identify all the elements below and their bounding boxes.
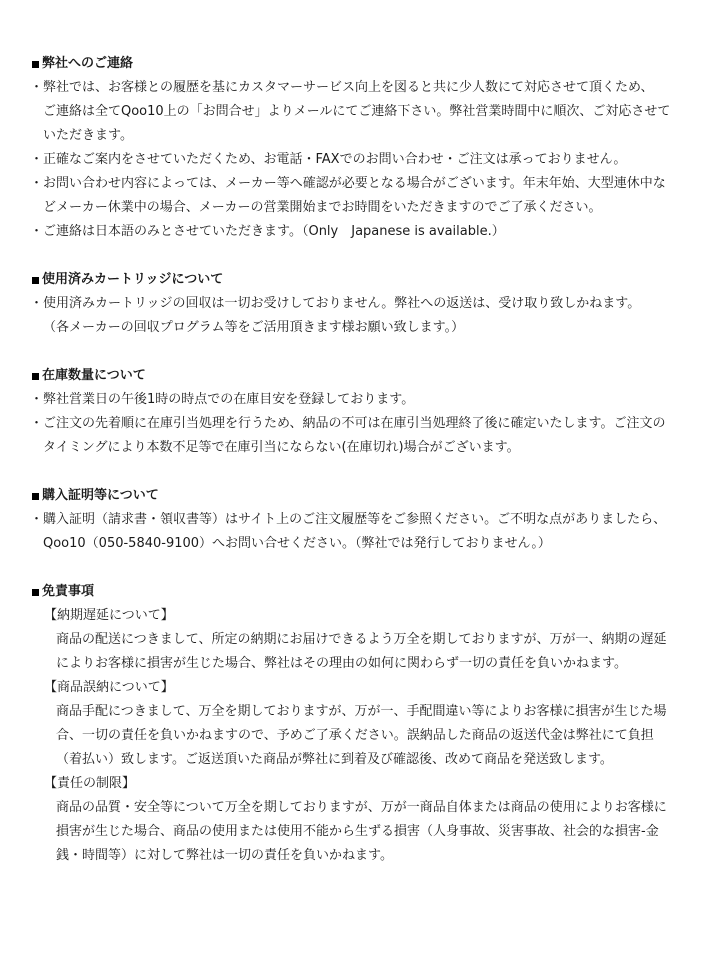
section-title bbox=[30, 484, 690, 508]
black-square-icon bbox=[32, 493, 39, 500]
text-line: 合、一切の責任を負いかねますので、予めご了承ください。誤納品した商品の返送代金は弊社にて負担 bbox=[56, 728, 654, 743]
text-line: によりお客様に損害が生じた場合、弊社はその理由の如何に関わらず一切の責任を負いかねます。 bbox=[56, 656, 627, 671]
section-title bbox=[30, 364, 690, 388]
subsection-heading: 【納期遅延について】 bbox=[44, 608, 174, 623]
list-item bbox=[30, 508, 690, 556]
text-line: 商品手配につきまして、万全を期しておりますが、万が一、手配間違い等によりお客様に損害が生じた場 bbox=[56, 704, 667, 719]
text-line: 使用済みカートリッジの回収は一切お受けしておりません。弊社への返送は、受け取り致しかねます。 bbox=[43, 296, 641, 311]
text-line: 商品の配送につきまして、所定の納期にお届けできるよう万全を期しておりますが、万が一、納期の遅延 bbox=[56, 632, 667, 647]
text-line: どメーカー休業中の場合、メーカーの営業開始までお時間をいただきますのでご了承ください。 bbox=[43, 200, 602, 215]
list-item bbox=[30, 412, 690, 460]
list-item bbox=[30, 220, 690, 244]
text-line: （各メーカーの回収プログラム等をご活用頂きます様お願い致します。） bbox=[43, 320, 465, 335]
section-title-text: 在庫数量について bbox=[42, 368, 146, 383]
text-line: （着払い）致します。ご返送頂いた商品が弊社に到着及び確認後、改めて商品を発送致します。 bbox=[56, 752, 613, 767]
text-line: お問い合わせ内容によっては、メーカー等へ確認が必要となる場合がございます。年末年始、大型連休中な bbox=[43, 176, 666, 191]
text-line: 購入証明（請求書・領収書等）はサイト上のご注文履歴等をご参照ください。ご不明な点がありましたら、 bbox=[43, 512, 667, 527]
section-title-text: 使用済みカートリッジについて bbox=[42, 272, 224, 287]
bullet: ・ bbox=[30, 224, 44, 239]
text-line: ご連絡は全てQoo10上の「お問合せ」よりメールにてご連絡下さい。弊社営業時間中に順次、ご対応させて bbox=[43, 104, 671, 119]
black-square-icon bbox=[32, 589, 39, 596]
text-line: 弊社では、お客様との履歴を基にカスタマーサービス向上を図ると共に少人数にて対応させて頂くため、 bbox=[43, 80, 654, 95]
list-item bbox=[30, 76, 690, 148]
black-square-icon bbox=[32, 277, 39, 284]
subsection-heading: 【責任の制限】 bbox=[44, 776, 136, 791]
text-line: 銭・時間等）に対して弊社は一切の責任を負いかねます。 bbox=[56, 848, 393, 863]
subsection-body bbox=[30, 700, 690, 772]
bullet: ・ bbox=[30, 392, 44, 407]
list-item bbox=[30, 388, 690, 412]
list-item bbox=[30, 292, 690, 340]
text-line: Qoo10（050-5840-9100）へお問い合せください。（弊社では発行しておりません。） bbox=[43, 536, 551, 551]
section-stock bbox=[30, 364, 690, 460]
text-line: いただきます。 bbox=[43, 128, 133, 143]
bullet: ・ bbox=[30, 152, 44, 167]
text-line: ご注文の先着順に在庫引当処理を行うため、納品の不可は在庫引当処理終了後に確定いたします。ご注文の bbox=[43, 416, 666, 431]
text-line: 損害が生じた場合、商品の使用または使用不能から生ずる損害（人身事故、災害事故、社会的な損害-金 bbox=[56, 824, 659, 839]
section-title-text: 免責事項 bbox=[42, 584, 95, 599]
section-disclaimer bbox=[30, 580, 690, 868]
list-item bbox=[30, 172, 690, 220]
section-contact bbox=[30, 52, 690, 244]
black-square-icon bbox=[32, 373, 39, 380]
subsection-heading: 【商品誤納について】 bbox=[44, 680, 174, 695]
bullet: ・ bbox=[30, 416, 44, 431]
bullet: ・ bbox=[30, 176, 44, 191]
section-title bbox=[30, 580, 690, 604]
text-line: 弊社営業日の午後1時の時点での在庫目安を登録しております。 bbox=[43, 392, 415, 407]
subsection-body bbox=[30, 796, 690, 868]
text-line: ご連絡は日本語のみとさせていただきます。（Only Japanese is available.） bbox=[43, 224, 505, 239]
bullet: ・ bbox=[30, 512, 44, 527]
bullet: ・ bbox=[30, 80, 44, 95]
section-receipt bbox=[30, 484, 690, 556]
subsection-body bbox=[30, 628, 690, 676]
section-title-text: 購入証明等について bbox=[42, 488, 159, 503]
text-line: タイミングにより本数不足等で在庫引当にならない(在庫切れ)場合がございます。 bbox=[43, 440, 520, 455]
text-line: 正確なご案内をさせていただくため、お電話・FAXでのお問い合わせ・ご注文は承っておりません。 bbox=[43, 152, 627, 167]
section-cartridge bbox=[30, 268, 690, 340]
section-title bbox=[30, 52, 690, 76]
text-line: 商品の品質・安全等について万全を期しておりますが、万が一商品自体または商品の使用によりお客様に bbox=[56, 800, 667, 815]
black-square-icon bbox=[32, 61, 39, 68]
list-item bbox=[30, 148, 690, 172]
bullet: ・ bbox=[30, 296, 44, 311]
section-title bbox=[30, 268, 690, 292]
section-title-text: 弊社へのご連絡 bbox=[42, 56, 134, 71]
